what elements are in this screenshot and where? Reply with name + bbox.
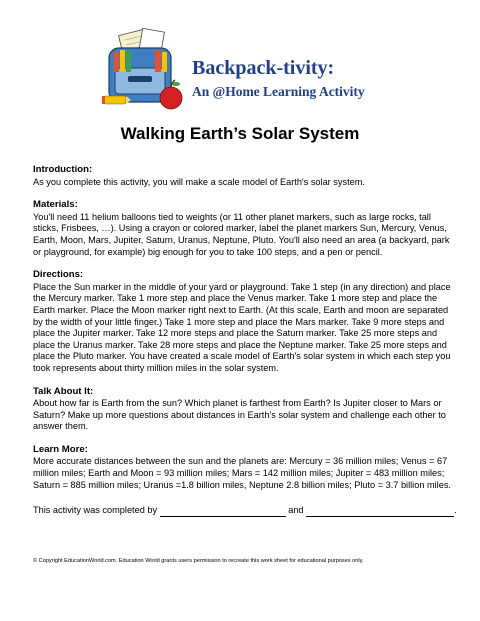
section-body: More accurate distances between the sun and the planets are: Mercury = 36 million miles; Venus = 67 million miles; Earth and Moon = 93 million miles; Mars = 142 million miles; Jupiter = 483 million miles; Saturn = 885 million miles; Uranus =1.8 billion miles, Neptune 2.8 billion miles; Pluto = 3.7 billion miles. — [33, 456, 451, 490]
section-body: Place the Sun marker in the middle of your yard or playground. Take 1 step (in any direction) and place the Mercury marker. Take 1 more step and place the Venus marker. Take 1 more step and place the Earth marker. Place the Moon marker right next to Earth. (At this scale, Earth and moon are separated by the width of your little finger.) Take 1 more step and place the Mars marker. Take 9 more steps and place the Jupiter marker. Take 12 more steps and place the Saturn marker. Take 25 more steps and place the Uranus marker. Take 28 more steps and place the Neptune marker. Take 25 more steps and place the Pluto marker. You have created a scale model of Earth's solar system in which each step you took represents about thirty million miles in the solar system. — [33, 281, 451, 373]
header — [100, 24, 390, 120]
section-talk-about-it — [33, 386, 451, 433]
copyright-footer: © Copyright EducationWorld.com. Education World grants users permission to recreate this work sheet for educational purposes only. — [33, 558, 364, 564]
section-heading: Materials: — [33, 199, 78, 211]
section-learn-more — [33, 444, 451, 491]
brand-subtitle: An @Home Learning Activity — [192, 84, 365, 99]
worksheet-body — [33, 164, 457, 517]
section-body: You'll need 11 helium balloons tied to weights (or 11 other planet markers, such as large rocks, tall sticks, Frisbees, …). Using a crayon or colored marker, label the planet markers Sun, Mercury, Venus, Earth, Moon, Mars, Jupiter, Saturn, Uranus, Neptune, Pluto. You'll also need an area (a backyard, park or playground, for example) big enough for you to take 100 steps, and a pen or pencil. — [33, 211, 450, 257]
brand-title: Backpack-tivity: — [192, 57, 335, 79]
section-materials — [33, 199, 451, 258]
section-directions — [33, 269, 451, 374]
backpack-logo-icon — [100, 24, 192, 116]
completion-line — [33, 505, 457, 517]
section-heading: Talk About It: — [33, 385, 94, 397]
section-heading: Introduction: — [33, 164, 93, 175]
name-blank-1[interactable] — [160, 506, 286, 517]
section-body: About how far is Earth from the sun? Which planet is farthest from Earth? Is Jupiter closer to Mars or Saturn? Make up more questions about distances in Earth's solar system and challenge each other to answer them. — [33, 398, 446, 432]
section-heading: Directions: — [33, 269, 84, 281]
section-heading: Learn More: — [33, 443, 88, 455]
completion-suffix: . — [454, 505, 457, 516]
page-title: Walking Earth’s Solar System — [120, 124, 360, 143]
completion-prefix: This activity was completed by — [33, 505, 158, 516]
section-introduction — [33, 164, 451, 188]
completion-joiner: and — [288, 505, 304, 516]
name-blank-2[interactable] — [306, 506, 454, 517]
section-body: As you complete this activity, you will make a scale model of Earth's solar system. — [33, 176, 365, 187]
